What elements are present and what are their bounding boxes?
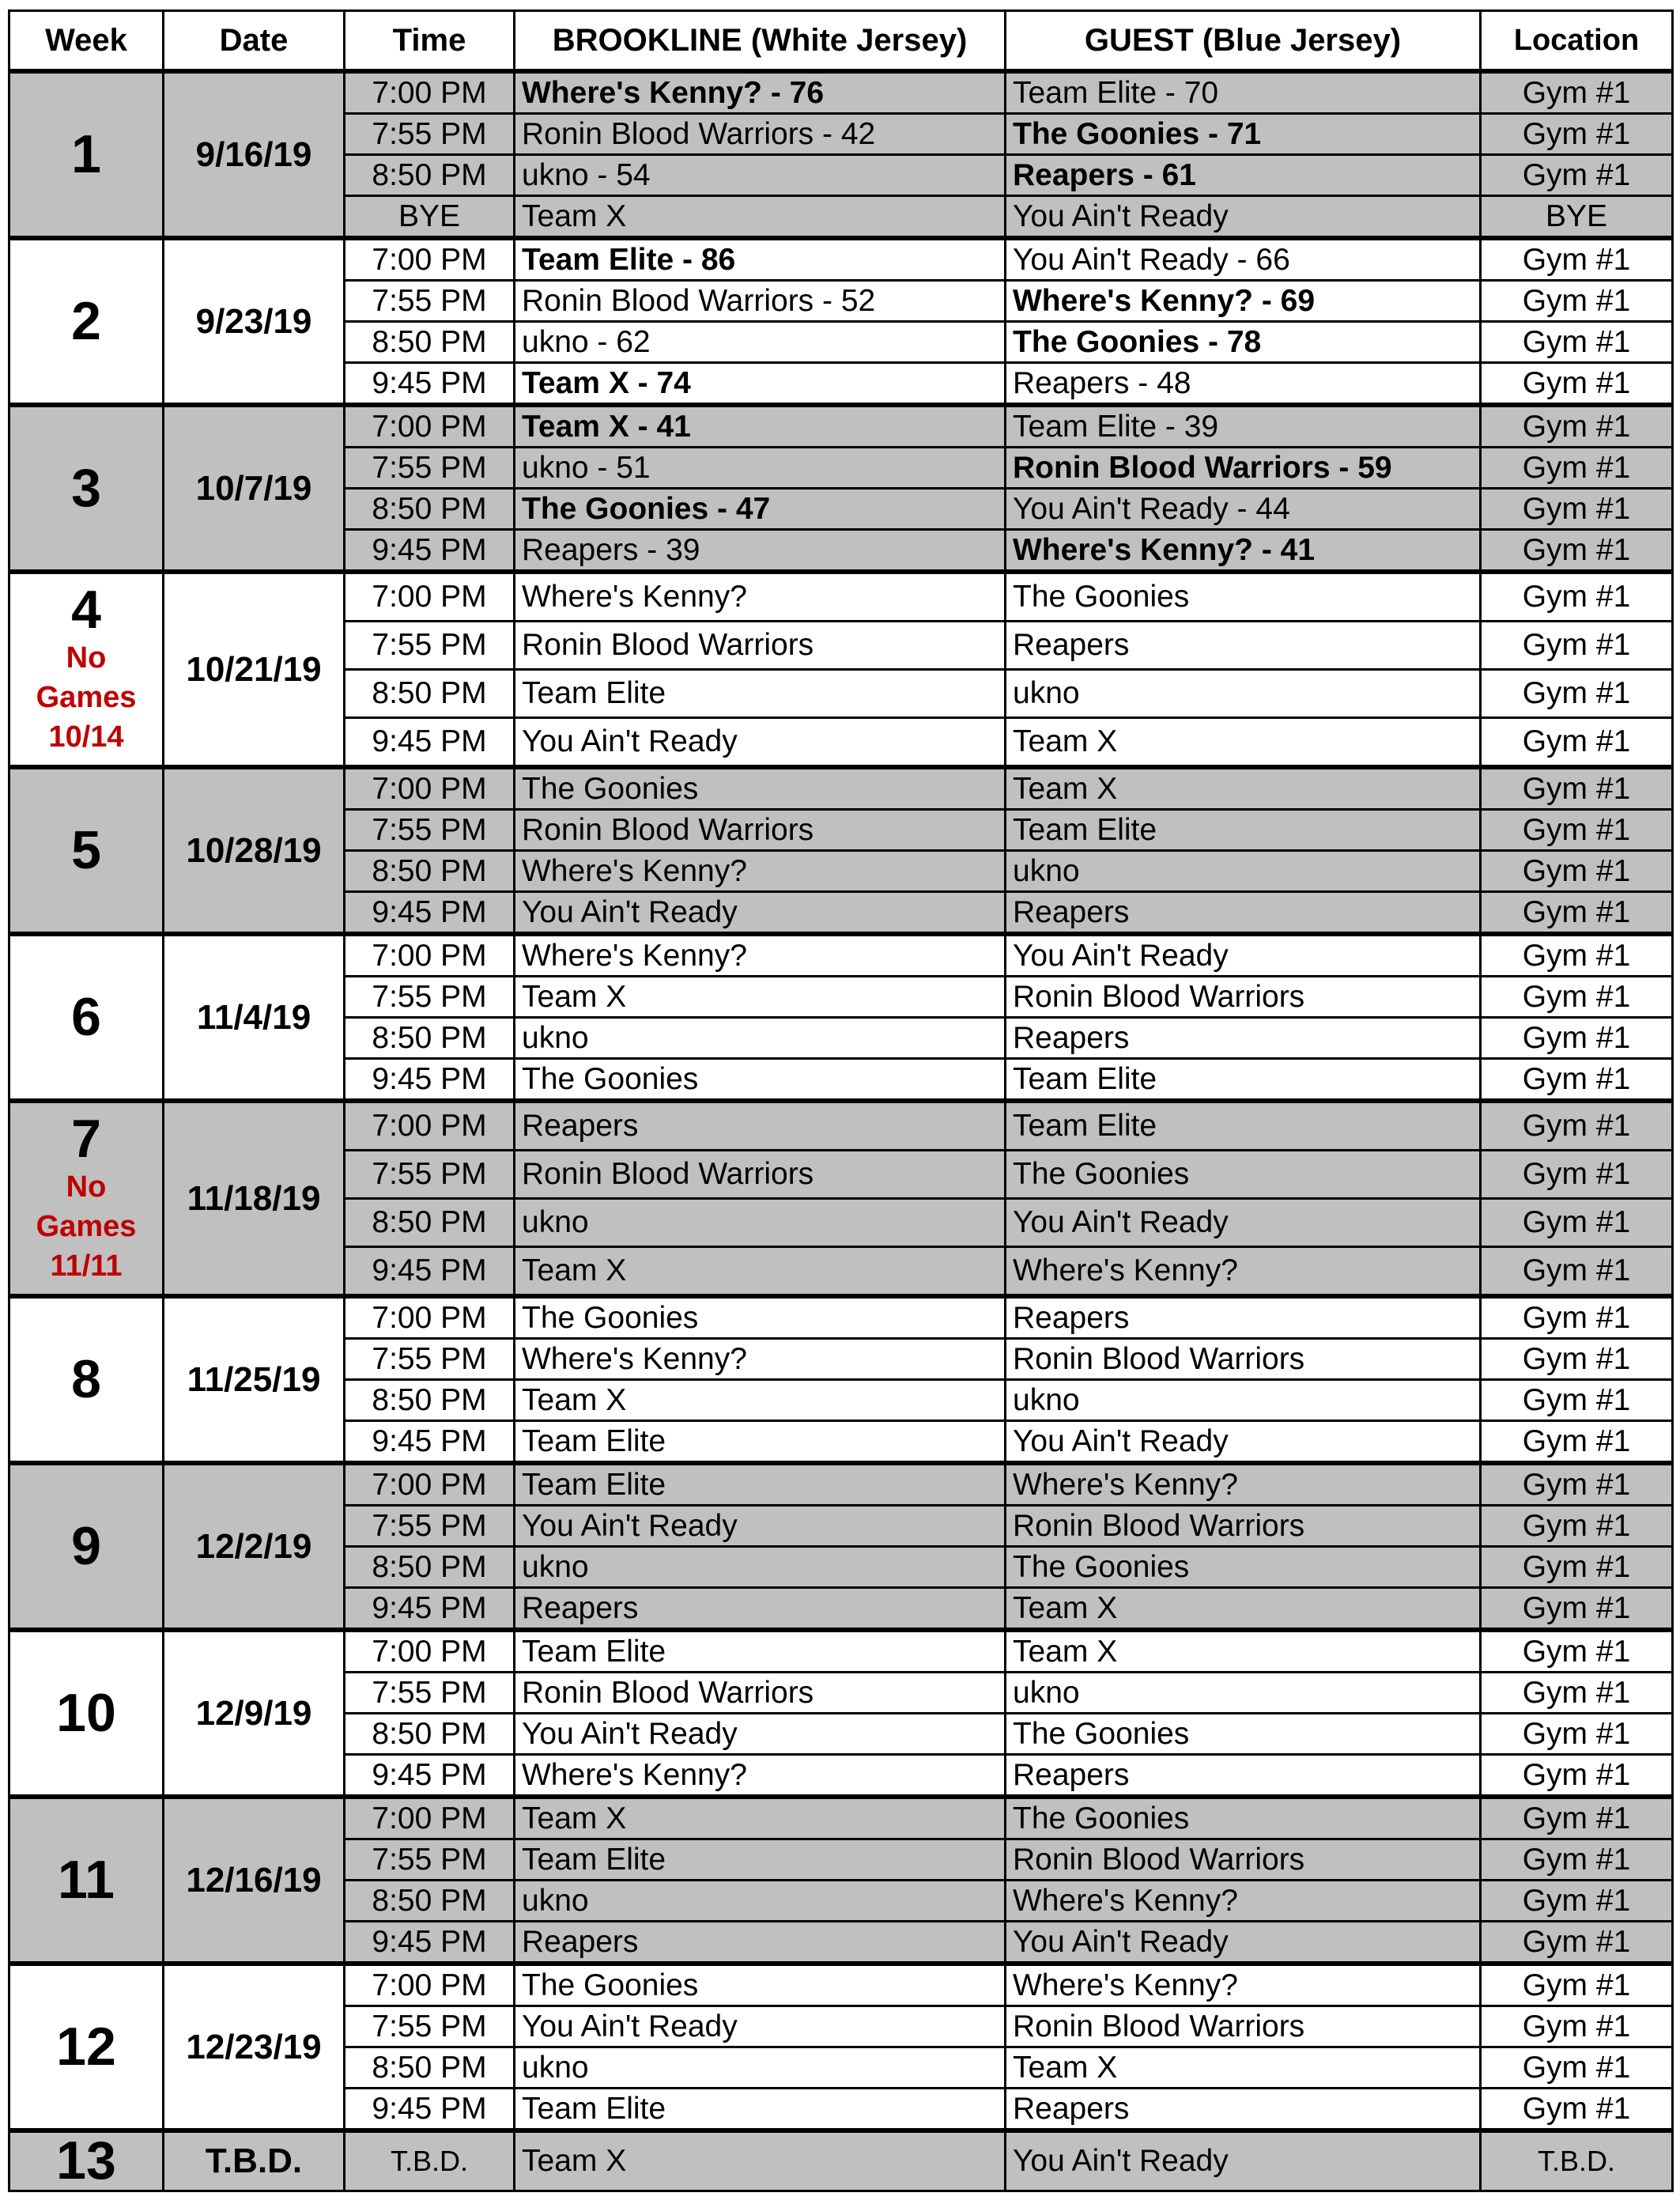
guest-team: The Goonies (1006, 1547, 1481, 1588)
guest-team: The Goonies (1006, 1714, 1481, 1755)
home-team: ukno (515, 1199, 1006, 1247)
week-number (9, 1296, 164, 1463)
guest-team: The Goonies (1006, 1797, 1481, 1839)
home-team: Ronin Blood Warriors - 42 (515, 114, 1006, 155)
guest-team: ukno (1006, 670, 1481, 718)
game-time: 7:00 PM (345, 405, 515, 448)
home-team: Ronin Blood Warriors (515, 1673, 1006, 1714)
game-date: T.B.D. (164, 2130, 345, 2191)
game-time: 9:45 PM (345, 1755, 515, 1798)
game-row (9, 71, 1673, 114)
home-team: ukno (515, 1547, 1006, 1588)
game-location: Gym #1 (1481, 1296, 1673, 1339)
home-team: Team X (515, 2130, 1006, 2191)
game-row (9, 934, 1673, 977)
game-location: Gym #1 (1481, 2006, 1673, 2047)
game-time: 7:00 PM (345, 1797, 515, 1839)
game-time: 9:45 PM (345, 530, 515, 573)
week-number (9, 934, 164, 1101)
week-number (9, 767, 164, 934)
game-time: T.B.D. (345, 2130, 515, 2191)
guest-team: ukno (1006, 1380, 1481, 1421)
no-games-note: 10/14 (48, 720, 124, 754)
guest-team: Team Elite (1006, 1059, 1481, 1102)
game-location: Gym #1 (1481, 322, 1673, 363)
home-team: Team Elite (515, 1839, 1006, 1881)
game-time: 9:45 PM (345, 1588, 515, 1631)
game-time: 9:45 PM (345, 1059, 515, 1102)
guest-team: The Goonies (1006, 1151, 1481, 1199)
game-row (9, 1101, 1673, 1151)
guest-team: Team X (1006, 1588, 1481, 1631)
game-row (9, 238, 1673, 281)
game-date: 11/4/19 (164, 934, 345, 1101)
game-location: Gym #1 (1481, 1755, 1673, 1798)
game-location: Gym #1 (1481, 1380, 1673, 1421)
game-time: 8:50 PM (345, 322, 515, 363)
guest-team: You Ain't Ready (1006, 196, 1481, 239)
game-location: Gym #1 (1481, 1588, 1673, 1631)
game-row (9, 405, 1673, 448)
game-row (9, 1296, 1673, 1339)
game-row (9, 2130, 1673, 2191)
home-team: Team X (515, 1797, 1006, 1839)
guest-team: Reapers (1006, 1296, 1481, 1339)
game-location: Gym #1 (1481, 1881, 1673, 1922)
guest-team: The Goonies - 71 (1006, 114, 1481, 155)
game-time: 7:55 PM (345, 2006, 515, 2047)
game-time: 7:55 PM (345, 622, 515, 670)
no-games-note: No (66, 641, 107, 675)
home-team: Where's Kenny? (515, 572, 1006, 622)
game-location: Gym #1 (1481, 363, 1673, 406)
guest-team: Team Elite - 39 (1006, 405, 1481, 448)
home-team: The Goonies - 47 (515, 489, 1006, 530)
guest-team: Team X (1006, 1630, 1481, 1673)
game-time: 7:00 PM (345, 767, 515, 810)
game-location: Gym #1 (1481, 1714, 1673, 1755)
game-location: Gym #1 (1481, 767, 1673, 810)
game-date: 9/16/19 (164, 71, 345, 238)
game-time: 8:50 PM (345, 1199, 515, 1247)
guest-team: Ronin Blood Warriors (1006, 1506, 1481, 1547)
game-time: 7:55 PM (345, 1506, 515, 1547)
home-team: Ronin Blood Warriors (515, 810, 1006, 851)
game-location: Gym #1 (1481, 2089, 1673, 2131)
home-team: Where's Kenny? (515, 851, 1006, 892)
guest-team: Reapers (1006, 1018, 1481, 1059)
game-date: 12/9/19 (164, 1630, 345, 1797)
guest-team: The Goonies - 78 (1006, 322, 1481, 363)
game-location: Gym #1 (1481, 1922, 1673, 1964)
game-time: 7:55 PM (345, 810, 515, 851)
guest-team: Reapers (1006, 892, 1481, 935)
game-date: 11/18/19 (164, 1101, 345, 1296)
game-time: 7:55 PM (345, 1673, 515, 1714)
home-team: Where's Kenny? (515, 1339, 1006, 1380)
game-location: Gym #1 (1481, 1630, 1673, 1673)
game-date: 12/23/19 (164, 1964, 345, 2130)
game-row (9, 1964, 1673, 2006)
game-location: Gym #1 (1481, 2047, 1673, 2089)
guest-team: ukno (1006, 1673, 1481, 1714)
home-team: ukno (515, 1018, 1006, 1059)
week-number (9, 1463, 164, 1630)
game-time: 7:00 PM (345, 1630, 515, 1673)
week-number-text: 11 (58, 1849, 115, 1910)
game-location: Gym #1 (1481, 892, 1673, 935)
week-number-text: 7 (71, 1108, 101, 1169)
game-date: 10/28/19 (164, 767, 345, 934)
game-location: BYE (1481, 196, 1673, 239)
game-location: Gym #1 (1481, 1339, 1673, 1380)
game-location: Gym #1 (1481, 71, 1673, 114)
home-team: ukno (515, 2047, 1006, 2089)
game-time: 8:50 PM (345, 851, 515, 892)
guest-team: Team Elite (1006, 1101, 1481, 1151)
game-location: Gym #1 (1481, 155, 1673, 196)
game-location: Gym #1 (1481, 238, 1673, 281)
week-number (9, 71, 164, 238)
game-date: 12/2/19 (164, 1463, 345, 1630)
game-location: Gym #1 (1481, 718, 1673, 768)
game-time: 8:50 PM (345, 1547, 515, 1588)
guest-team: You Ain't Ready (1006, 2130, 1481, 2191)
header-row (9, 11, 1673, 72)
game-time: 7:00 PM (345, 1101, 515, 1151)
game-time: 8:50 PM (345, 1714, 515, 1755)
home-team: Where's Kenny? (515, 1755, 1006, 1798)
week-number-text: 2 (71, 290, 101, 351)
week-number-text: 10 (56, 1682, 116, 1743)
game-location: Gym #1 (1481, 851, 1673, 892)
home-team-header: BROOKLINE (White Jersey) (515, 11, 1006, 72)
guest-team: Team X (1006, 718, 1481, 768)
home-team: Team X - 41 (515, 405, 1006, 448)
game-location: Gym #1 (1481, 622, 1673, 670)
home-team: ukno - 54 (515, 155, 1006, 196)
week-number (9, 1964, 164, 2130)
game-row (9, 1797, 1673, 1839)
guest-team: Ronin Blood Warriors (1006, 1339, 1481, 1380)
game-time: 7:55 PM (345, 1151, 515, 1199)
game-time: 7:00 PM (345, 71, 515, 114)
home-team: Team X (515, 1380, 1006, 1421)
game-date: 10/7/19 (164, 405, 345, 572)
game-location: Gym #1 (1481, 405, 1673, 448)
game-time: 7:00 PM (345, 1964, 515, 2006)
game-location: Gym #1 (1481, 1673, 1673, 1714)
week-number-text: 9 (71, 1515, 101, 1576)
home-team: The Goonies (515, 1964, 1006, 2006)
game-time: 8:50 PM (345, 2047, 515, 2089)
guest-team: Where's Kenny? - 69 (1006, 281, 1481, 322)
location-header: Location (1481, 11, 1673, 72)
guest-team: You Ain't Ready - 66 (1006, 238, 1481, 281)
guest-team: Where's Kenny? (1006, 1964, 1481, 2006)
game-row (9, 572, 1673, 622)
guest-team: Reapers - 61 (1006, 155, 1481, 196)
week-number (9, 238, 164, 405)
game-time: 7:55 PM (345, 1339, 515, 1380)
guest-team: Reapers (1006, 1755, 1481, 1798)
home-team: Reapers (515, 1101, 1006, 1151)
guest-team: Team X (1006, 767, 1481, 810)
game-time: 7:55 PM (345, 1839, 515, 1881)
game-location: Gym #1 (1481, 281, 1673, 322)
guest-team: Reapers - 48 (1006, 363, 1481, 406)
week-number-text: 12 (56, 2016, 116, 2077)
home-team: You Ain't Ready (515, 1714, 1006, 1755)
game-time: 7:55 PM (345, 281, 515, 322)
game-time: 7:55 PM (345, 977, 515, 1018)
home-team: Where's Kenny? - 76 (515, 71, 1006, 114)
guest-team: Team X (1006, 2047, 1481, 2089)
home-team: You Ain't Ready (515, 1506, 1006, 1547)
home-team: Team X - 74 (515, 363, 1006, 406)
schedule-table (8, 9, 1674, 2192)
home-team: Reapers - 39 (515, 530, 1006, 573)
game-location: Gym #1 (1481, 530, 1673, 573)
home-team: The Goonies (515, 1059, 1006, 1102)
game-time: 9:45 PM (345, 1247, 515, 1297)
game-location: Gym #1 (1481, 977, 1673, 1018)
game-location: Gym #1 (1481, 810, 1673, 851)
game-location: Gym #1 (1481, 489, 1673, 530)
guest-team: Ronin Blood Warriors (1006, 1839, 1481, 1881)
game-row (9, 1630, 1673, 1673)
game-time: 7:00 PM (345, 1296, 515, 1339)
game-location: Gym #1 (1481, 448, 1673, 489)
week-number-text: 4 (71, 579, 101, 640)
game-time: 7:00 PM (345, 934, 515, 977)
home-team: Team Elite (515, 1421, 1006, 1464)
game-date: 12/16/19 (164, 1797, 345, 1964)
guest-team: You Ain't Ready (1006, 1421, 1481, 1464)
game-time: 9:45 PM (345, 892, 515, 935)
game-location: Gym #1 (1481, 1463, 1673, 1506)
home-team: Ronin Blood Warriors - 52 (515, 281, 1006, 322)
guest-team: Ronin Blood Warriors - 59 (1006, 448, 1481, 489)
guest-team-header: GUEST (Blue Jersey) (1006, 11, 1481, 72)
home-team: Reapers (515, 1588, 1006, 1631)
game-location: Gym #1 (1481, 1964, 1673, 2006)
week-number-text: 8 (71, 1348, 101, 1409)
game-time: 8:50 PM (345, 489, 515, 530)
home-team: You Ain't Ready (515, 718, 1006, 768)
no-games-note: Games (36, 1210, 137, 1244)
home-team: Reapers (515, 1922, 1006, 1964)
game-location: Gym #1 (1481, 1839, 1673, 1881)
game-location: Gym #1 (1481, 1101, 1673, 1151)
home-team: Team X (515, 196, 1006, 239)
home-team: Team Elite (515, 670, 1006, 718)
game-location: Gym #1 (1481, 1247, 1673, 1297)
home-team: Team Elite (515, 1630, 1006, 1673)
week-header: Week (9, 11, 164, 72)
game-location: Gym #1 (1481, 1797, 1673, 1839)
home-team: The Goonies (515, 1296, 1006, 1339)
game-time: 8:50 PM (345, 1018, 515, 1059)
game-row (9, 1463, 1673, 1506)
guest-team: You Ain't Ready (1006, 1199, 1481, 1247)
guest-team: Team Elite - 70 (1006, 71, 1481, 114)
week-number-text: 6 (71, 986, 101, 1047)
guest-team: Reapers (1006, 622, 1481, 670)
week-number (9, 1630, 164, 1797)
home-team: Where's Kenny? (515, 934, 1006, 977)
home-team: You Ain't Ready (515, 2006, 1006, 2047)
game-time: 8:50 PM (345, 670, 515, 718)
guest-team: Team Elite (1006, 810, 1481, 851)
home-team: The Goonies (515, 767, 1006, 810)
guest-team: Where's Kenny? (1006, 1463, 1481, 1506)
guest-team: Where's Kenny? (1006, 1881, 1481, 1922)
home-team: You Ain't Ready (515, 892, 1006, 935)
game-row (9, 767, 1673, 810)
home-team: Team X (515, 1247, 1006, 1297)
guest-team: Reapers (1006, 2089, 1481, 2131)
home-team: Team X (515, 977, 1006, 1018)
game-time: 7:00 PM (345, 238, 515, 281)
schedule-body (9, 71, 1673, 2191)
game-date: 10/21/19 (164, 572, 345, 767)
game-location: Gym #1 (1481, 1506, 1673, 1547)
week-number (9, 405, 164, 572)
home-team: Team Elite (515, 2089, 1006, 2131)
game-time: 9:45 PM (345, 363, 515, 406)
home-team: ukno - 62 (515, 322, 1006, 363)
game-location: Gym #1 (1481, 114, 1673, 155)
game-time: 7:55 PM (345, 114, 515, 155)
game-location: Gym #1 (1481, 670, 1673, 718)
game-time: BYE (345, 196, 515, 239)
guest-team: ukno (1006, 851, 1481, 892)
game-time: 7:00 PM (345, 572, 515, 622)
guest-team: Ronin Blood Warriors (1006, 977, 1481, 1018)
game-location: Gym #1 (1481, 1059, 1673, 1102)
home-team: Team Elite (515, 1463, 1006, 1506)
week-number (9, 1797, 164, 1964)
game-time: 8:50 PM (345, 1881, 515, 1922)
no-games-note: 11/11 (50, 1249, 123, 1283)
week-number-text: 5 (71, 819, 101, 880)
game-location: Gym #1 (1481, 1421, 1673, 1464)
week-number-text: 3 (71, 457, 101, 518)
time-header: Time (345, 11, 515, 72)
game-time: 9:45 PM (345, 718, 515, 768)
home-team: Ronin Blood Warriors (515, 622, 1006, 670)
home-team: ukno (515, 1881, 1006, 1922)
game-location: Gym #1 (1481, 1199, 1673, 1247)
game-date: 11/25/19 (164, 1296, 345, 1463)
game-time: 8:50 PM (345, 155, 515, 196)
game-location: Gym #1 (1481, 1547, 1673, 1588)
guest-team: You Ain't Ready - 44 (1006, 489, 1481, 530)
week-number-text: 13 (56, 2130, 116, 2191)
week-number (9, 572, 164, 767)
week-number (9, 1101, 164, 1296)
guest-team: Ronin Blood Warriors (1006, 2006, 1481, 2047)
week-number-text: 1 (71, 123, 101, 184)
game-time: 9:45 PM (345, 1421, 515, 1464)
game-time: 7:55 PM (345, 448, 515, 489)
game-location: Gym #1 (1481, 572, 1673, 622)
game-time: 9:45 PM (345, 2089, 515, 2131)
week-number (9, 2130, 164, 2191)
guest-team: Where's Kenny? (1006, 1247, 1481, 1297)
game-time: 7:00 PM (345, 1463, 515, 1506)
guest-team: You Ain't Ready (1006, 1922, 1481, 1964)
guest-team: You Ain't Ready (1006, 934, 1481, 977)
game-location: Gym #1 (1481, 1018, 1673, 1059)
guest-team: Where's Kenny? - 41 (1006, 530, 1481, 573)
no-games-note: Games (36, 681, 137, 715)
game-time: 9:45 PM (345, 1922, 515, 1964)
game-location: Gym #1 (1481, 1151, 1673, 1199)
date-header: Date (164, 11, 345, 72)
home-team: ukno - 51 (515, 448, 1006, 489)
home-team: Ronin Blood Warriors (515, 1151, 1006, 1199)
no-games-note: No (66, 1170, 107, 1204)
home-team: Team Elite - 86 (515, 238, 1006, 281)
game-location: T.B.D. (1481, 2130, 1673, 2191)
game-location: Gym #1 (1481, 934, 1673, 977)
game-date: 9/23/19 (164, 238, 345, 405)
game-time: 8:50 PM (345, 1380, 515, 1421)
guest-team: The Goonies (1006, 572, 1481, 622)
